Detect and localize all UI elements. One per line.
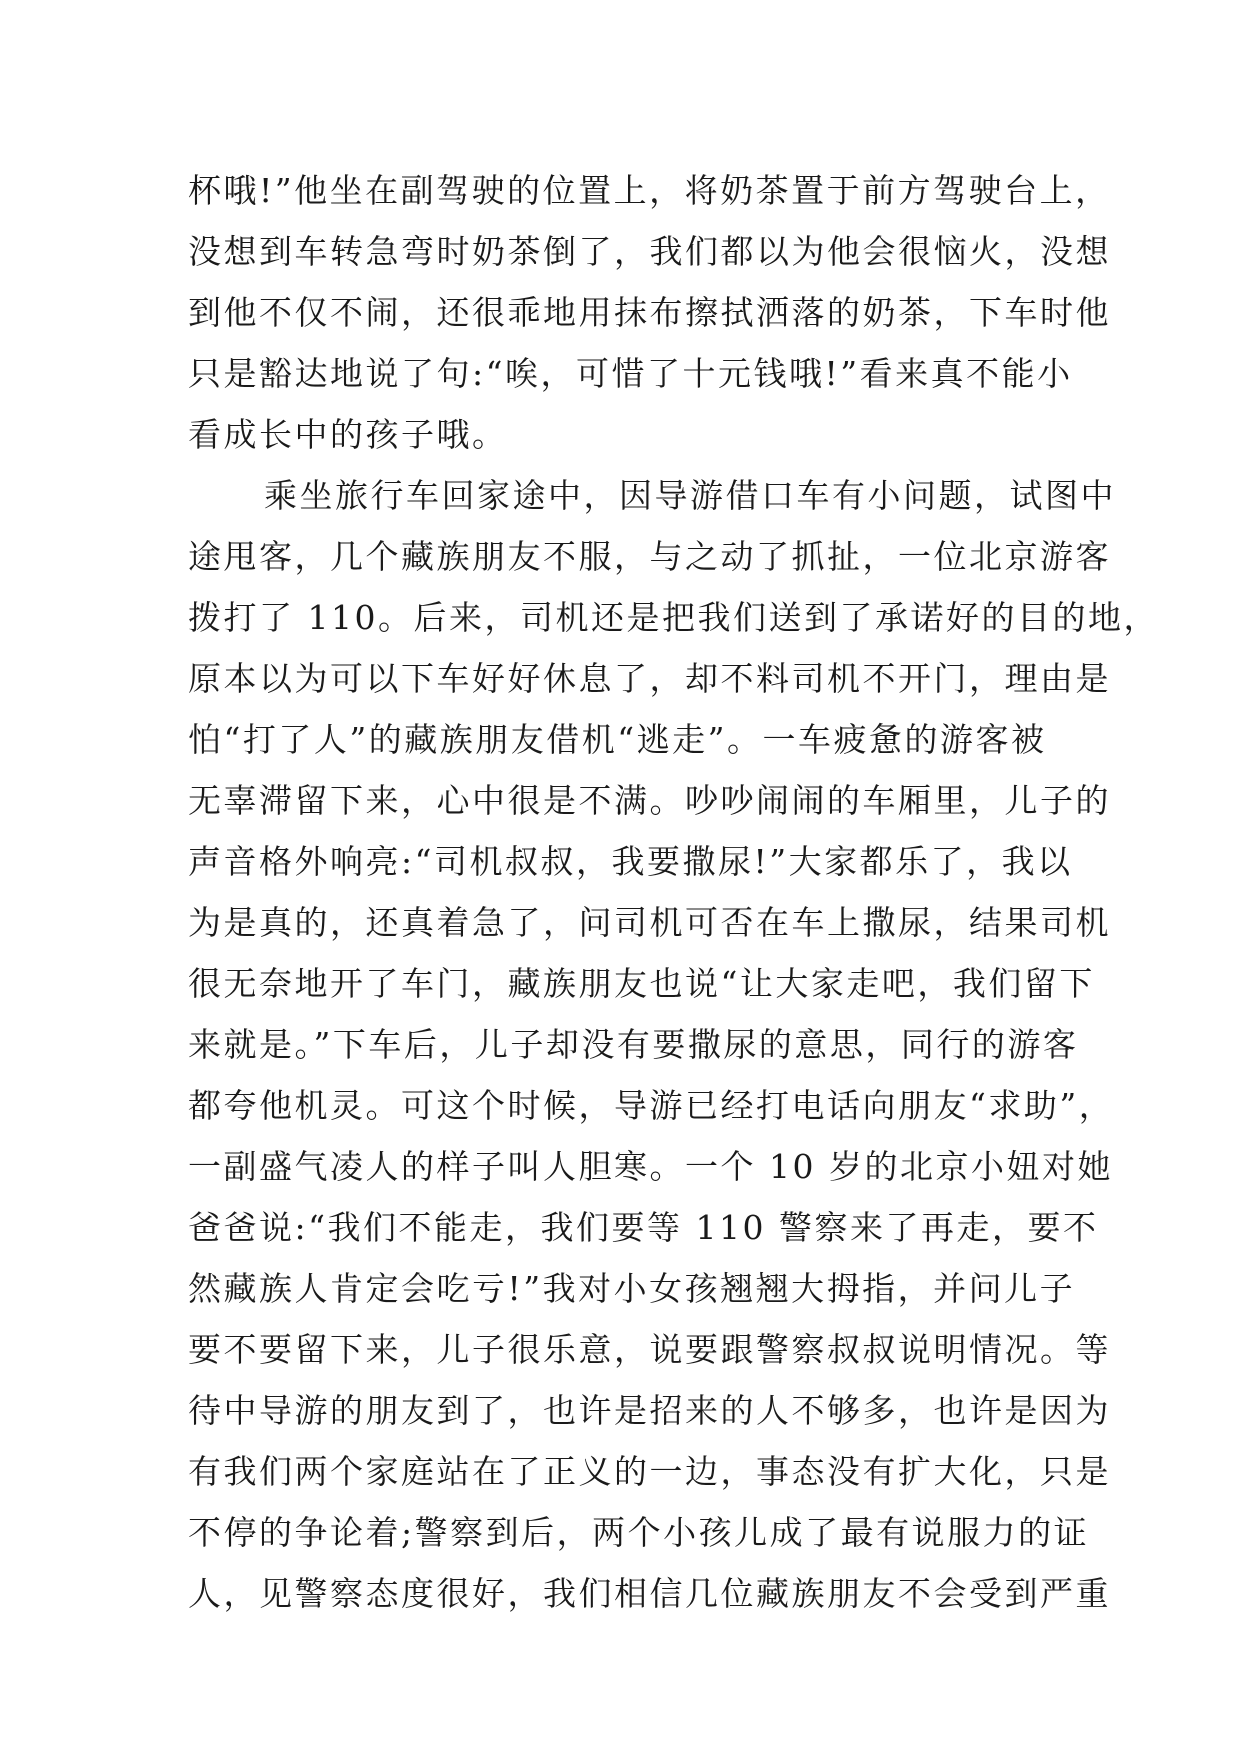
text-line: 待中导游的朋友到了，也许是招来的人不够多，也许是因为 — [188, 1391, 1111, 1430]
text-line: 原本以为可以下车好好休息了，却不料司机不开门，理由是 — [188, 659, 1111, 698]
text-line: 为是真的，还真着急了，问司机可否在车上撒尿，结果司机 — [188, 903, 1111, 942]
text-line: 有我们两个家庭站在了正义的一边，事态没有扩大化，只是 — [188, 1452, 1111, 1491]
text-line: 途甩客，几个藏族朋友不服，与之动了抓扯，一位北京游客 — [188, 537, 1111, 576]
text-line: 没想到车转急弯时奶茶倒了，我们都以为他会很恼火，没想 — [188, 232, 1111, 271]
paragraph-2 — [188, 465, 1159, 1624]
text-line: 杯哦!”他坐在副驾驶的位置上，将奶茶置于前方驾驶台上， — [188, 171, 1111, 210]
paragraph-1 — [188, 160, 1111, 465]
text-line: 拨打了 110。后来，司机还是把我们送到了承诺好的目的地， — [188, 598, 1159, 637]
body-text — [188, 160, 1159, 1624]
text-line: 一副盛气凌人的样子叫人胆寒。一个 10 岁的北京小妞对她 — [188, 1147, 1113, 1186]
text-line: 很无奈地开了车门，藏族朋友也说“让大家走吧，我们留下 — [188, 964, 1095, 1003]
text-line: 爸爸说:“我们不能走，我们要等 110 警察来了再走，要不 — [188, 1208, 1099, 1247]
text-line: 怕“打了人”的藏族朋友借机“逃走”。一车疲惫的游客被 — [188, 720, 1047, 759]
text-line: 来就是。”下车后，儿子却没有要撒尿的意思，同行的游客 — [188, 1025, 1079, 1064]
text-line: 只是豁达地说了句:“唉，可惜了十元钱哦!”看来真不能小 — [188, 354, 1073, 393]
text-line: 然藏族人肯定会吃亏!”我对小女孩翘翘大拇指，并问儿子 — [188, 1269, 1076, 1308]
text-line: 不停的争论着;警察到后，两个小孩儿成了最有说服力的证 — [188, 1513, 1090, 1552]
text-line: 到他不仅不闹，还很乖地用抹布擦拭洒落的奶茶，下车时他 — [188, 293, 1111, 332]
text-line: 无辜滞留下来，心中很是不满。吵吵闹闹的车厢里，儿子的 — [188, 781, 1111, 820]
text-line: 看成长中的孩子哦。 — [188, 415, 508, 454]
text-line: 人，见警察态度很好，我们相信几位藏族朋友不会受到严重 — [188, 1574, 1111, 1613]
text-line: 声音格外响亮:“司机叔叔，我要撒尿!”大家都乐了，我以 — [188, 842, 1073, 881]
text-line: 都夸他机灵。可这个时候，导游已经打电话向朋友“求助”， — [188, 1086, 1115, 1125]
text-line-first: 乘坐旅行车回家途中，因导游借口车有小问题，试图中 — [264, 476, 1116, 515]
text-line: 要不要留下来，儿子很乐意，说要跟警察叔叔说明情况。等 — [188, 1330, 1111, 1369]
